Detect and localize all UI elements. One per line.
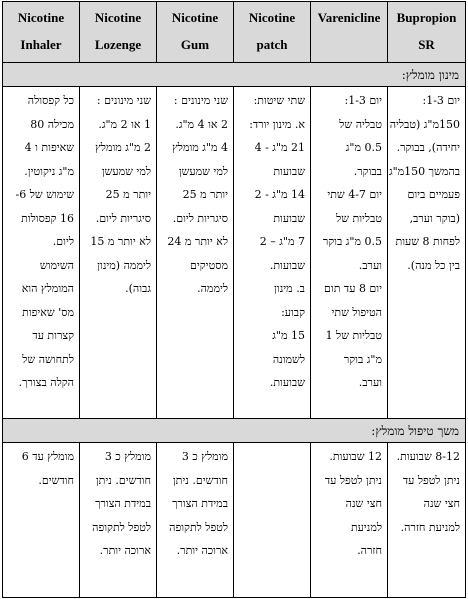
cell-line: לטפל לתקופה (92, 520, 151, 534)
cell-line: 7 מ"ג – 2 (259, 235, 305, 248)
cell-line: מס' שאיפות (22, 305, 74, 319)
cell-line: שבועות (273, 211, 305, 225)
cell-line: בבוקר. (353, 164, 382, 178)
cell-line: חצי שנה (345, 497, 382, 510)
cell-line: במידת הצורך (172, 497, 228, 510)
header-varenicline: Varenicline (311, 2, 388, 63)
cell-line: 2 מ"ג מומלץ (95, 141, 151, 154)
cell-line: מומלץ עד 6 (21, 450, 74, 463)
cell-line: חודשים. ניתן (95, 473, 151, 487)
header-nicotine-gum: Nicotine Gum (157, 2, 234, 63)
duration-cell-bupropion (388, 443, 466, 598)
cell-line: 4 מ"ג מומלץ (172, 141, 228, 154)
cell-line: למניעת חזרה. (400, 520, 460, 534)
cell-line: למניעת (350, 520, 382, 534)
cell-line: טבליות של 1 (325, 329, 382, 342)
cell-line: קצרות עד (32, 329, 74, 342)
cell-line: לטפל לתקופה (169, 520, 228, 534)
cell-line: לא יותר מ 15 (90, 235, 151, 248)
cell-line: יחידה), בבוקר. (396, 141, 460, 154)
cell-line: כל קפסולה (27, 94, 74, 107)
header-row (3, 2, 466, 63)
cell-line: 2 או 4 מ"ג. (175, 117, 228, 131)
cell-line: 0.5 מ"ג (345, 141, 382, 154)
cell-line: מכילה 80 (30, 117, 74, 131)
cell-line: יום 1-3: (344, 94, 382, 107)
cell-line: מסטיקים (190, 258, 228, 272)
cell-line: שאיפות ו 4 (24, 141, 74, 154)
dosage-cell-varenicline (311, 87, 388, 419)
section-title-duration: משך טיפול מומלץ: (3, 419, 466, 443)
duration-cell-lozenge (80, 443, 157, 598)
section-row-duration (3, 419, 466, 443)
cell-line: במידת הצורך (95, 497, 151, 510)
cell-line: מ"ג בוקר (343, 352, 382, 366)
cell-line: לא יותר מ 24 (167, 235, 228, 248)
dosage-cell-lozenge (80, 87, 157, 419)
cell-line: טבליות של (336, 211, 382, 225)
cell-line: פעמיים ביום (407, 188, 460, 201)
dosage-cell-inhaler (3, 87, 80, 419)
cell-line: חודשים. ניתן (172, 473, 228, 487)
duration-row (3, 443, 466, 598)
cell-line: לפחות 8 שעות (395, 235, 460, 248)
cell-line: יום 4-7 שתי (327, 188, 382, 201)
cell-line: 12 שבועות. (329, 450, 382, 463)
cell-line: שני מינונים : (96, 94, 151, 107)
duration-cell-varenicline (311, 443, 388, 598)
dosage-cell-patch (234, 87, 311, 419)
cell-line: טבליה של (339, 117, 382, 131)
cell-line: מומלץ כ 3 (181, 450, 228, 463)
cell-line: בין כל מנה). (407, 258, 460, 272)
cell-line: יותר מ 25 (182, 188, 228, 201)
duration-cell-inhaler (3, 443, 80, 598)
comparison-table (2, 1, 466, 598)
cell-line: למי שמעשן (178, 164, 228, 178)
cell-line: לתחושה של (22, 352, 74, 366)
cell-line: א. מינון יורד: (249, 117, 305, 131)
duration-cell-gum (157, 443, 234, 598)
cell-line: השימוש (39, 258, 74, 272)
dosage-cell-bupropion (388, 87, 466, 419)
cell-line: מומלץ כ 3 (104, 450, 151, 463)
section-title-dosage: מינון מומלץ: (3, 63, 466, 87)
cell-line: ליממה. (197, 282, 228, 295)
header-nicotine-patch: Nicotine patch (234, 2, 311, 63)
cell-line: 21 מ"ג - 4 (254, 141, 305, 154)
cell-line: יום 1-3: (422, 94, 460, 107)
cell-line: (בוקר וערב, (409, 211, 460, 225)
cell-line: שבועות (273, 164, 305, 178)
cell-line: 15 מ"ג (272, 329, 305, 342)
cell-line: המומלץ הוא (21, 282, 74, 295)
dosage-cell-gum (157, 87, 234, 419)
cell-line: יותר מ 25 (105, 188, 151, 201)
header-nicotine-inhaler: Nicotine Inhaler (3, 2, 80, 63)
header-nicotine-lozenge: Nicotine Lozenge (80, 2, 157, 63)
cell-line: ליום. (52, 235, 74, 248)
cell-line: מ"ג ניקוטין. (24, 164, 74, 178)
cell-line: חצי שנה (423, 497, 460, 510)
cell-line: סיגריות ליום. (95, 211, 151, 225)
cell-line: שני מינונים : (173, 94, 228, 107)
cell-line: 150מ"ג (טבליה (389, 117, 460, 131)
cell-line: ליממה (מינון (97, 258, 151, 272)
cell-line: חודשים. (38, 473, 74, 487)
cell-line: ארוכה יותר. (176, 544, 228, 557)
cell-line: סיגריות ליום. (172, 211, 228, 225)
cell-line: חזרה. (357, 544, 382, 557)
cell-line: קבוע: (281, 305, 305, 319)
cell-line: 14 מ"ג - 2 (254, 188, 305, 201)
cell-line: שבועות. (269, 258, 305, 272)
duration-cell-patch (234, 443, 311, 598)
dosage-row (3, 87, 466, 419)
header-bupropion-sr: Bupropion SR (388, 2, 466, 63)
cell-line: ניתן לטפל עד (402, 473, 460, 487)
cell-line: 16 קפסולות (21, 211, 74, 225)
cell-line: וערב. (358, 376, 382, 389)
cell-line: שימוש של 6- (15, 188, 74, 201)
cell-line: יום 8 עד תום (324, 282, 382, 295)
cell-line: שבועות. (269, 376, 305, 389)
cell-line: 1 או 2 מ"ג. (98, 117, 151, 131)
cell-line: וערב. (358, 258, 382, 272)
cell-line: ארוכה יותר. (99, 544, 151, 557)
cell-line: גבוה). (125, 282, 151, 295)
cell-line: 0.5 מ"ג בוקר (322, 235, 382, 248)
cell-line: הטיפול שתי (331, 305, 382, 319)
cell-line: ניתן לטפל עד (324, 473, 382, 487)
cell-line: הקלה בצורך. (18, 376, 74, 389)
cell-line: לשמונה (272, 352, 305, 366)
cell-line: שתי שיטות: (253, 94, 305, 107)
cell-line: 8-12 שבועות. (396, 450, 460, 463)
cell-line: ב. מינון (274, 282, 305, 295)
section-row-dosage (3, 63, 466, 87)
cell-line: בהמשך 150מ"ג (388, 164, 460, 178)
cell-line: למי שמעשן (101, 164, 151, 178)
